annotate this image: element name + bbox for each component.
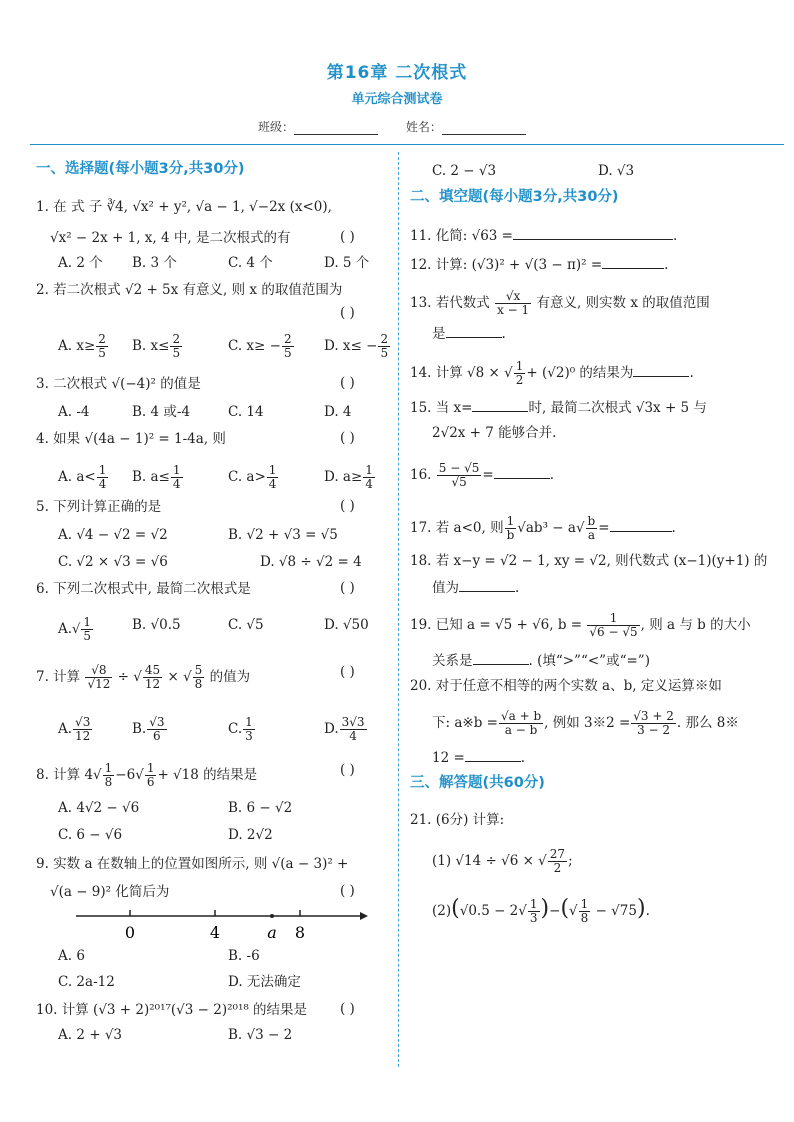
header-rule — [30, 144, 784, 145]
q20-line1: 20. 对于任意不相等的两个实数 a、b, 定义运算※如 — [410, 678, 722, 694]
column-divider — [398, 152, 399, 1067]
q9-opt-c[interactable]: C. 2a-12 — [58, 974, 115, 990]
q10-opt-a[interactable]: A. 2 + √3 — [58, 1027, 123, 1043]
q1-paren: ( ) — [340, 229, 355, 245]
q2-opt-b[interactable]: B. x≤ $\frac{2}{5}$ — [132, 332, 181, 360]
name-field[interactable] — [442, 122, 526, 135]
q6-opt-d[interactable]: D. √50 — [324, 617, 369, 633]
q8-line1: 8. 计算 4√ $\frac{1}{8}$ −6√ $\frac{1}{6}$ + √18 的结果是 — [36, 761, 258, 789]
q14: 14. 计算 √8 × √ $\frac{1}{2}$ + (√2)⁰ 的结果为 . — [410, 359, 694, 387]
axis-label-a: a — [267, 923, 277, 942]
q8-opt-c[interactable]: C. 6 − √6 — [58, 827, 123, 843]
q16: 16. $\frac{5 - √5}{√5}$ = . — [410, 461, 554, 489]
q7-opt-b[interactable]: B. $\frac{√3}{6}$ — [132, 715, 165, 743]
q7-opt-c[interactable]: C. $\frac{1}{3}$ — [228, 715, 253, 743]
q20-line3: 12 = . — [432, 750, 526, 766]
q8-paren: ( ) — [340, 762, 355, 778]
q19-line1: 19. 已知 a = √5 + √6, b = $\frac{1}{√6 - √5}$ , 则 a 与 b 的大小 — [410, 611, 751, 639]
section-fill: 二、填空题(每小题3分,共30分) — [410, 189, 619, 205]
q2-opt-d[interactable]: D. x≤ − $\frac{2}{5}$ — [324, 332, 389, 360]
q6-opt-a[interactable]: A.√ $\frac{1}{5}$ — [58, 615, 91, 643]
q1-opt-a[interactable]: A. 2 个 — [58, 255, 103, 271]
q2-paren: ( ) — [340, 305, 355, 321]
q9-paren: ( ) — [340, 883, 355, 899]
q9-line2: √(a − 9)² 化简后为 — [50, 884, 170, 900]
q19-line2: 关系是 . (填“>”“<”或“=”) — [432, 653, 650, 669]
q2-line1: 2. 若二次根式 √2 + 5x 有意义, 则 x 的取值范围为 — [36, 282, 343, 298]
q7-line1: 7. 计算 $\frac{√8}{√12}$ ÷ √ $\frac{45}{12}$ × √ $\frac{5}{8}$ 的值为 — [36, 663, 251, 691]
q9-opt-d[interactable]: D. 无法确定 — [228, 974, 301, 990]
class-label: 班级： — [258, 120, 295, 134]
q3-line1: 3. 二次根式 √(−4)² 的值是 — [36, 376, 201, 392]
q15-blank[interactable] — [472, 398, 528, 412]
q9-opt-b[interactable]: B. -6 — [228, 948, 260, 964]
q4-opt-a[interactable]: A. a< $\frac{1}{4}$ — [58, 463, 107, 491]
axis-label-8: 8 — [294, 923, 306, 942]
q15-line1: 15. 当 x= 时, 最简二次根式 √3x + 5 与 — [410, 400, 707, 416]
q3-opt-c[interactable]: C. 14 — [228, 404, 264, 420]
q10-paren: ( ) — [340, 1001, 355, 1017]
q9-opt-a[interactable]: A. 6 — [58, 948, 85, 964]
q5-line1: 5. 下列计算正确的是 — [36, 499, 162, 515]
q9-line1: 9. 实数 a 在数轴上的位置如图所示, 则 √(a − 3)² + — [36, 856, 349, 872]
q1-opt-c[interactable]: C. 4 个 — [228, 255, 273, 271]
q15-line2: 2√2x + 7 能够合并. — [432, 425, 557, 441]
q5-opt-b[interactable]: B. √2 + √3 = √5 — [228, 527, 338, 543]
q4-opt-b[interactable]: B. a≤ $\frac{1}{4}$ — [132, 463, 181, 491]
q20-line2: 下: a※b = $\frac{√a + b}{a - b}$ , 例如 3※2 = $\frac{√3 + 2}{3 - 2}$ . 那么 8※ — [432, 709, 739, 737]
student-info — [258, 118, 550, 135]
q1-opt-b[interactable]: B. 3 个 — [132, 255, 177, 271]
axis-label-4: 4 — [209, 923, 221, 942]
q4-line1: 4. 如果 √(4a − 1)² = 1-4a, 则 — [36, 431, 226, 447]
q4-opt-d[interactable]: D. a≥ $\frac{1}{4}$ — [324, 463, 373, 491]
q3-opt-a[interactable]: A. -4 — [58, 404, 90, 420]
q10-opt-c[interactable]: C. 2 − √3 — [432, 163, 497, 179]
q4-opt-c[interactable]: C. a> $\frac{1}{4}$ — [228, 463, 277, 491]
q2-opt-c[interactable]: C. x≥ − $\frac{2}{5}$ — [228, 332, 292, 360]
q21-line1: 21. (6分) 计算: — [410, 812, 505, 828]
q3-opt-d[interactable]: D. 4 — [324, 404, 352, 420]
q17-blank[interactable] — [610, 518, 672, 532]
q5-opt-c[interactable]: C. √2 × √3 = √6 — [58, 554, 168, 570]
name-label: 姓名： — [405, 120, 442, 134]
q18-line1: 18. 若 x−y = √2 − 1, xy = √2, 则代数式 (x−1)(y+1) 的 — [410, 553, 768, 569]
q21-part1: (1) √14 ÷ √6 × √ $\frac{27}{2}$ ; — [432, 847, 573, 875]
q5-opt-a[interactable]: A. √4 − √2 = √2 — [58, 527, 168, 543]
axis-label-0: 0 — [124, 923, 136, 942]
q16-blank[interactable] — [494, 465, 550, 479]
q3-paren: ( ) — [340, 375, 355, 391]
q18-line2: 值为 . — [432, 580, 520, 596]
q14-blank[interactable] — [633, 363, 689, 377]
number-line — [72, 906, 372, 942]
q11-blank[interactable] — [513, 226, 673, 240]
q7-opt-d[interactable]: D. $\frac{3√3}{4}$ — [324, 715, 365, 743]
q1-line1: 1. 在 式 子 ∛4, √x² + y², √a − 1, √−2x (x<0), — [36, 199, 332, 215]
q7-paren: ( ) — [340, 664, 355, 680]
q3-opt-b[interactable]: B. 4 或-4 — [132, 404, 191, 420]
q8-opt-d[interactable]: D. 2√2 — [228, 827, 273, 843]
q5-paren: ( ) — [340, 498, 355, 514]
q1-line2: √x² − 2x + 1, x, 4 中, 是二次根式的有 — [50, 230, 291, 246]
q8-opt-a[interactable]: A. 4√2 − √6 — [58, 800, 140, 816]
class-field[interactable] — [294, 122, 378, 135]
q8-opt-b[interactable]: B. 6 − √2 — [228, 800, 293, 816]
q13-line1: 13. 若代数式 $\frac{√x}{x - 1}$ 有意义, 则实数 x 的取值范围 — [410, 289, 710, 317]
page-subtitle: 单元综合测试卷 — [351, 92, 443, 107]
section-choice: 一、选择题(每小题3分,共30分) — [36, 161, 245, 177]
q10-opt-b[interactable]: B. √3 − 2 — [228, 1027, 293, 1043]
q17: 17. 若 a<0, 则 $\frac{1}{b}$ √ab³ − a√ $\frac{b}{a}$ = . — [410, 514, 676, 542]
q12-blank[interactable] — [602, 255, 664, 269]
q13-blank[interactable] — [446, 324, 502, 338]
q18-blank[interactable] — [459, 578, 515, 592]
q11: 11. 化简: √63 = . — [410, 228, 678, 244]
q20-blank[interactable] — [465, 748, 521, 762]
q21-part2: (2)(√0.5 − 2√ $\frac{1}{3}$ )−(√ $\frac{1}{8}$ − √75). — [432, 896, 650, 925]
q6-opt-b[interactable]: B. √0.5 — [132, 617, 181, 633]
q6-paren: ( ) — [340, 580, 355, 596]
q12: 12. 计算: (√3)² + √(3 − π)² = . — [410, 257, 669, 273]
section-answer: 三、解答题(共60分) — [410, 775, 545, 791]
q1-opt-d[interactable]: D. 5 个 — [324, 255, 370, 271]
q2-opt-a[interactable]: A. x≥ $\frac{2}{5}$ — [58, 332, 106, 360]
q6-line1: 6. 下列二次根式中, 最简二次根式是 — [36, 581, 251, 597]
q13-line2: 是 . — [432, 326, 506, 342]
q5-opt-d[interactable]: D. √8 ÷ √2 = 4 — [260, 554, 362, 570]
q10-line1: 10. 计算 (√3 + 2)²⁰¹⁷(√3 − 2)²⁰¹⁸ 的结果是 — [36, 1002, 308, 1018]
q7-opt-a[interactable]: A. $\frac{√3}{12}$ — [58, 715, 91, 743]
q19-blank[interactable] — [473, 651, 529, 665]
q4-paren: ( ) — [340, 430, 355, 446]
page-title: 第16章 二次根式 — [326, 63, 468, 83]
q6-opt-c[interactable]: C. √5 — [228, 617, 264, 633]
q10-opt-d[interactable]: D. √3 — [598, 163, 635, 179]
